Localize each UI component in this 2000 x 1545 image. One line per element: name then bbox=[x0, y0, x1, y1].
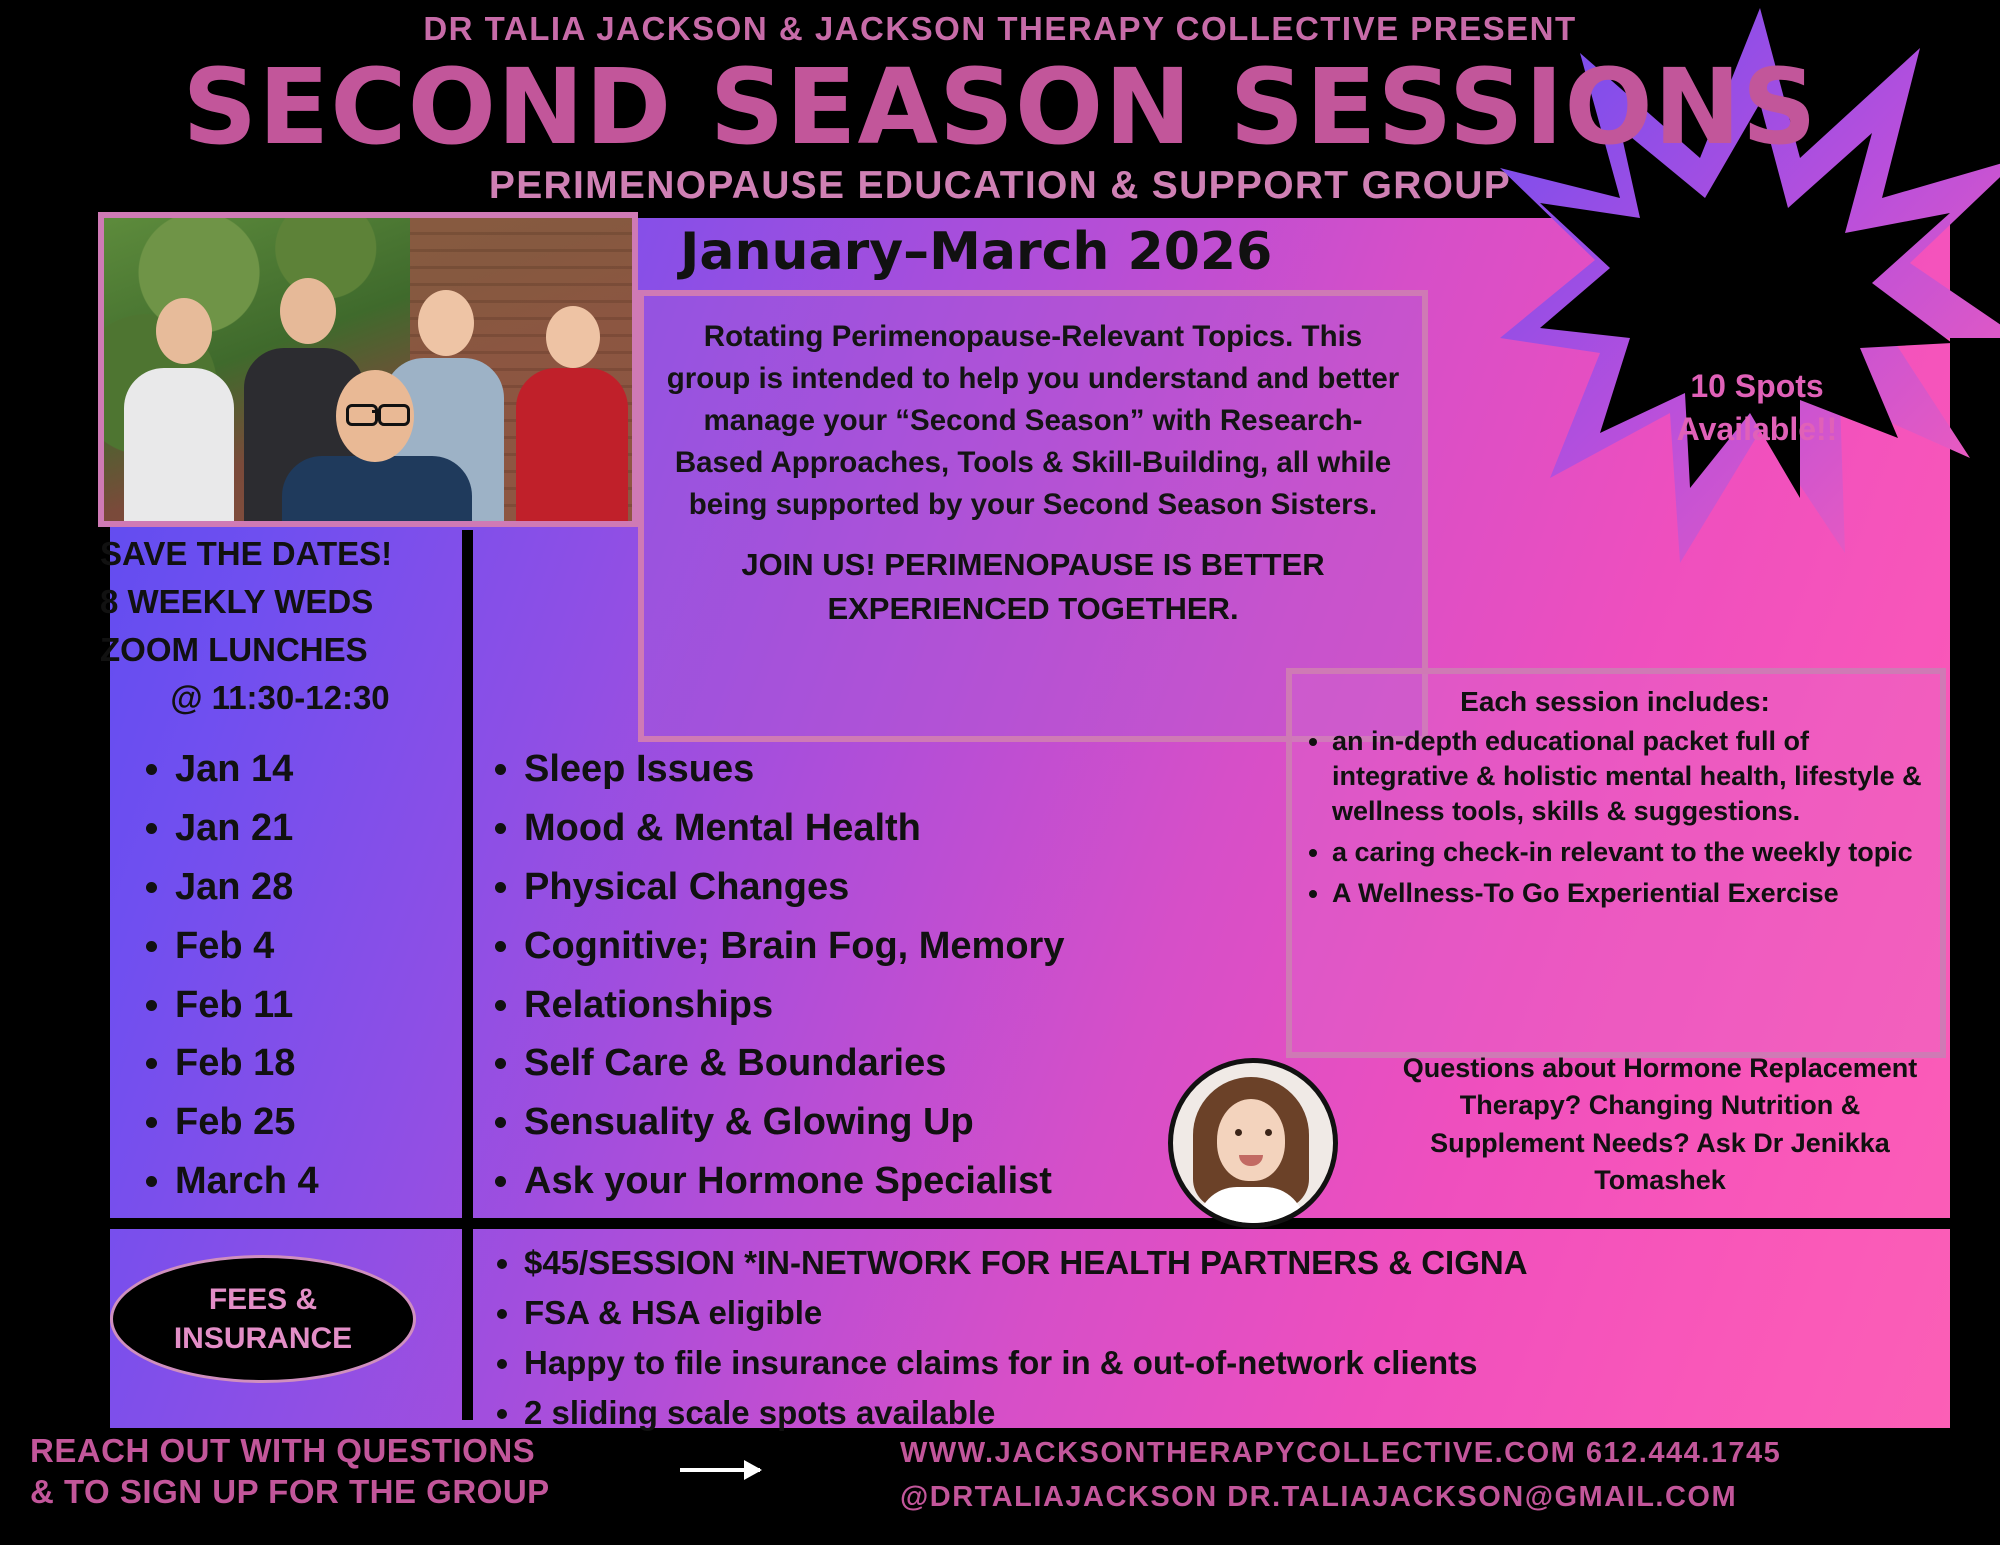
save-the-dates-block bbox=[100, 530, 460, 721]
footer-cta-line-2: & TO SIGN UP FOR THE GROUP bbox=[30, 1473, 550, 1511]
list-item: • $45/SESSION *IN-NETWORK FOR HEALTH PARTNERS & CIGNA bbox=[524, 1238, 1528, 1288]
spots-available-badge bbox=[1612, 365, 1902, 451]
list-item: • Feb 11 bbox=[175, 976, 319, 1035]
spots-line-1: 10 Spots bbox=[1690, 368, 1824, 404]
fees-insurance-badge bbox=[110, 1255, 416, 1383]
fees-badge-line-1: FEES & bbox=[208, 1283, 318, 1316]
list-item: • Feb 4 bbox=[175, 917, 319, 976]
save-dates-line-2: 8 WEEKLY WEDS bbox=[100, 582, 374, 620]
footer-website-phone[interactable]: WWW.JACKSONTHERAPYCOLLECTIVE.COM 612.444.1745 bbox=[900, 1437, 1782, 1469]
list-item: • Happy to file insurance claims for in & out-of-network clients bbox=[524, 1338, 1528, 1388]
list-item: • Jan 28 bbox=[175, 858, 319, 917]
session-includes-title: Each session includes: bbox=[1460, 686, 1770, 717]
join-call-text: JOIN US! PERIMENOPAUSE IS BETTER EXPERIENCED TOGETHER. bbox=[741, 547, 1325, 627]
footer-social-email[interactable]: @DRTALIAJACKSON DR.TALIAJACKSON@GMAIL.COM bbox=[900, 1480, 1738, 1513]
arrow-right-icon bbox=[680, 1468, 760, 1472]
list-item: • FSA & HSA eligible bbox=[524, 1288, 1528, 1338]
list-item: • Mood & Mental Health bbox=[524, 799, 1064, 858]
spots-line-2: Available!! bbox=[1676, 411, 1838, 448]
session-dates-list bbox=[145, 740, 319, 1211]
presenter-line: DR TALIA JACKSON & JACKSON THERAPY COLLECTIVE PRESENT bbox=[423, 10, 1577, 47]
list-item: • Ask your Hormone Specialist bbox=[524, 1152, 1064, 1211]
avatar bbox=[1168, 1058, 1338, 1228]
list-item: • Cognitive; Brain Fog, Memory bbox=[524, 917, 1064, 976]
session-includes-list bbox=[1300, 724, 1930, 911]
hormone-specialist-note: Questions about Hormone Replacement Therapy? Changing Nutrition & Supplement Needs? Ask Dr Jenikka Tomashek bbox=[1402, 1053, 1918, 1195]
list-item: • Jan 14 bbox=[175, 740, 319, 799]
description-text: Rotating Perimenopause-Relevant Topics. This group is intended to help you understand and better manage your “Second Season” with Research-Based Approaches, Tools & Skill-Building, all while being supported by your Second Season Sisters. bbox=[666, 320, 1400, 521]
topics-list bbox=[490, 740, 1064, 1211]
page-subtitle: PERIMENOPAUSE EDUCATION & SUPPORT GROUP bbox=[488, 164, 1512, 208]
save-dates-line-1: SAVE THE DATES! bbox=[100, 535, 393, 572]
list-item: • an in-depth educational packet full of integrative & holistic mental health, lifestyle & wellness tools, skills & suggestions. bbox=[1332, 724, 1924, 829]
list-item: • March 4 bbox=[175, 1152, 319, 1211]
session-includes-box bbox=[1286, 668, 1946, 1058]
list-item: • 2 sliding scale spots available bbox=[524, 1388, 1528, 1438]
list-item: • Feb 25 bbox=[175, 1093, 319, 1152]
poster-header bbox=[0, 10, 2000, 208]
save-dates-line-4: @ 11:30-12:30 bbox=[170, 678, 390, 716]
list-item: • Self Care & Boundaries bbox=[524, 1034, 1064, 1093]
page-title: SECOND SEASON SESSIONS bbox=[182, 46, 1818, 168]
list-item: • Jan 21 bbox=[175, 799, 319, 858]
list-item: • a caring check-in relevant to the weekly topic bbox=[1332, 835, 1924, 870]
list-item: • Physical Changes bbox=[524, 858, 1064, 917]
footer-call-to-action bbox=[30, 1430, 550, 1513]
list-item: • Sleep Issues bbox=[524, 740, 1064, 799]
list-item: • Feb 18 bbox=[175, 1034, 319, 1093]
save-dates-line-3: ZOOM LUNCHES bbox=[100, 630, 368, 668]
fees-list bbox=[490, 1238, 1528, 1439]
vertical-divider bbox=[462, 530, 473, 1420]
fees-badge-line-2: INSURANCE bbox=[173, 1322, 353, 1355]
list-item: • Relationships bbox=[524, 976, 1064, 1035]
group-photo bbox=[98, 212, 638, 527]
date-range-headline: January–March 2026 bbox=[680, 222, 1273, 282]
horizontal-divider bbox=[110, 1218, 1950, 1229]
footer-cta-line-1: REACH OUT WITH QUESTIONS bbox=[30, 1432, 536, 1469]
footer-contact-info bbox=[900, 1432, 1781, 1519]
list-item: • A Wellness-To Go Experiential Exercise bbox=[1332, 876, 1924, 911]
list-item: • Sensuality & Glowing Up bbox=[524, 1093, 1064, 1152]
